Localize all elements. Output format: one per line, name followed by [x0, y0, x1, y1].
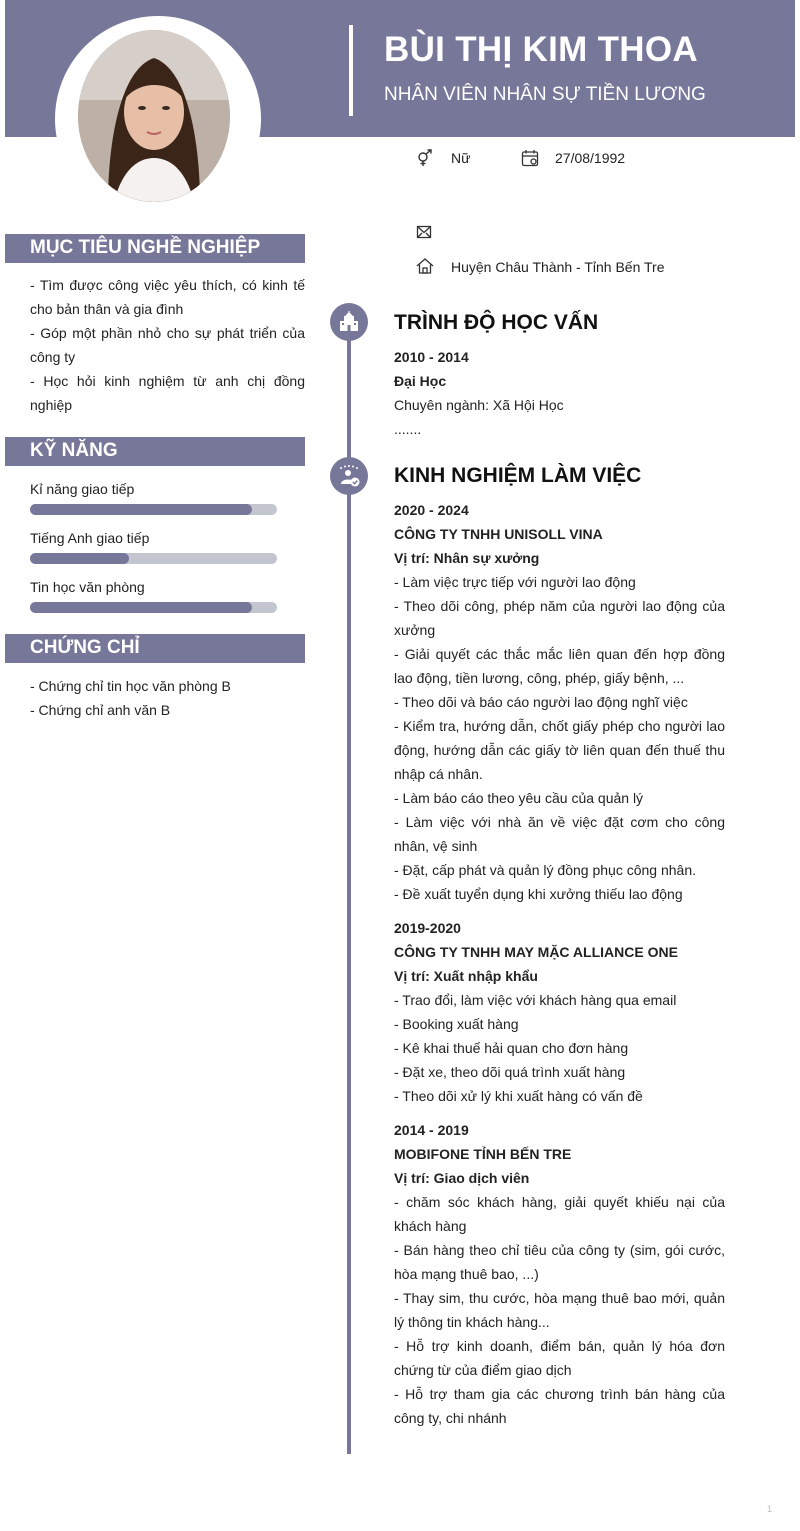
job-duty: - Booking xuất hàng [394, 1016, 519, 1032]
candidate-name: BÙI THỊ KIM THOA [384, 30, 698, 69]
skill-bar [30, 602, 277, 613]
job-position: Vị trí: Nhân sự xưởng [394, 550, 540, 566]
skill-label: Kỉ năng giao tiếp [30, 481, 135, 497]
page-number: 1 [767, 1504, 773, 1514]
job-duty: - chăm sóc khách hàng, giải quyết khiếu nại của khách hàng [394, 1194, 725, 1234]
skills-header [5, 437, 305, 466]
calendar-icon [521, 149, 539, 167]
skill-label: Tiếng Anh giao tiếp [30, 530, 150, 546]
job-company: CÔNG TY TNHH MAY MẶC ALLIANCE ONE [394, 944, 678, 960]
objective-line: - Tìm được công việc yêu thích, có kinh tế cho bản thân và gia đình [30, 277, 305, 317]
job-duty: - Thay sim, thu cước, hòa mạng thuê bao mới, quản lý thông tin khách hàng... [394, 1290, 725, 1330]
job-entry [394, 1118, 725, 1430]
certificates-title: CHỨNG CHỈ [30, 637, 140, 658]
education-period: 2010 - 2014 [394, 349, 469, 365]
job-duty: - Theo dõi xử lý khi xuất hàng có vấn đề [394, 1088, 643, 1104]
skill-bar-fill [30, 602, 252, 613]
skill-bar-fill [30, 504, 252, 515]
job-position: Vị trí: Xuất nhập khẩu [394, 968, 538, 984]
job-duty: - Theo dõi công, phép năm của người lao động của xưởng [394, 598, 725, 638]
objective-title: MỤC TIÊU NGHỀ NGHIỆP [30, 237, 261, 258]
job-duty: - Đề xuất tuyển dụng khi xưởng thiếu lao động [394, 886, 683, 902]
job-duty: - Đặt, cấp phát và quản lý đồng phục công nhân. [394, 862, 696, 878]
birthday-value: 27/08/1992 [555, 150, 626, 166]
job-position: Vị trí: Giao dịch viên [394, 1170, 530, 1186]
objective-header [5, 234, 305, 263]
job-company: CÔNG TY TNHH UNISOLL VINA [394, 526, 603, 542]
objective-line: - Học hỏi kinh nghiệm từ anh chị đồng nghiệp [30, 373, 305, 413]
skill-bar-fill [30, 553, 129, 564]
job-company: MOBIFONE TỈNH BẾN TRE [394, 1146, 572, 1162]
job-duty: - Kê khai thuế hải quan cho đơn hàng [394, 1040, 629, 1056]
experience-title: KINH NGHIỆM LÀM VIỆC [394, 464, 642, 487]
job-entry [394, 498, 725, 906]
education-major: Chuyên ngành: Xã Hội Học [394, 397, 564, 413]
job-duty: - Đặt xe, theo dõi quá trình xuất hàng [394, 1064, 626, 1080]
job-entry [394, 916, 725, 1108]
certificate-item: - Chứng chỉ anh văn B [30, 702, 171, 718]
rated-person-icon [330, 457, 368, 495]
job-duty: - Hỗ trợ tham gia các chương trình bán hàng của công ty, chi nhánh [394, 1386, 725, 1426]
avatar [78, 30, 230, 202]
school-icon [330, 303, 368, 341]
gender-icon [416, 149, 434, 167]
job-period: 2020 - 2024 [394, 502, 469, 518]
certificates-header [5, 634, 305, 663]
candidate-role: NHÂN VIÊN NHÂN SỰ TIỀN LƯƠNG [384, 84, 706, 105]
objective-line: - Góp một phần nhỏ cho sự phát triển của công ty [30, 325, 305, 365]
education-degree: Đại Học [394, 373, 447, 389]
skill-label: Tin học văn phòng [30, 579, 145, 595]
job-duty: - Giải quyết các thắc mắc liên quan đến hợp đồng lao động, tiền lương, công, phép, giấy bệnh, ... [394, 646, 725, 686]
job-duty: - Hỗ trợ kinh doanh, điểm bán, quản lý hóa đơn chứng từ của điểm giao dịch [394, 1338, 725, 1378]
education-more: ....... [394, 421, 422, 437]
job-duty: - Trao đổi, làm việc với khách hàng qua email [394, 992, 677, 1008]
skill-bar [30, 553, 277, 564]
job-duty: - Bán hàng theo chỉ tiêu của công ty (sim, gói cước, hòa mạng thuê bao, ...) [394, 1242, 725, 1282]
objective-text [30, 273, 305, 417]
gender-value: Nữ [451, 150, 471, 166]
job-duty: - Làm báo cáo theo yêu cầu của quản lý [394, 790, 644, 806]
skills-title: KỸ NĂNG [30, 440, 118, 461]
title-divider [349, 25, 353, 116]
home-icon [416, 257, 434, 275]
certificate-item: - Chứng chỉ tin học văn phòng B [30, 678, 231, 694]
education-title: TRÌNH ĐỘ HỌC VẤN [394, 311, 599, 334]
job-period: 2019-2020 [394, 920, 461, 936]
job-duty: - Theo dõi và báo cáo người lao động nghĩ việc [394, 694, 688, 710]
job-period: 2014 - 2019 [394, 1122, 469, 1138]
job-duty: - Kiểm tra, hướng dẫn, chốt giấy phép cho người lao động, hướng dẫn các giấy tờ liên quan đến thuế thu nhập cá nhân. [394, 718, 725, 782]
job-duty: - Làm việc với nhà ăn về việc đặt cơm cho công nhân, vệ sinh [394, 814, 725, 854]
address-value: Huyện Châu Thành - Tỉnh Bến Tre [451, 259, 665, 275]
job-duty: - Làm việc trực tiếp với người lao động [394, 574, 636, 590]
email-icon [416, 223, 434, 241]
skill-bar [30, 504, 277, 515]
